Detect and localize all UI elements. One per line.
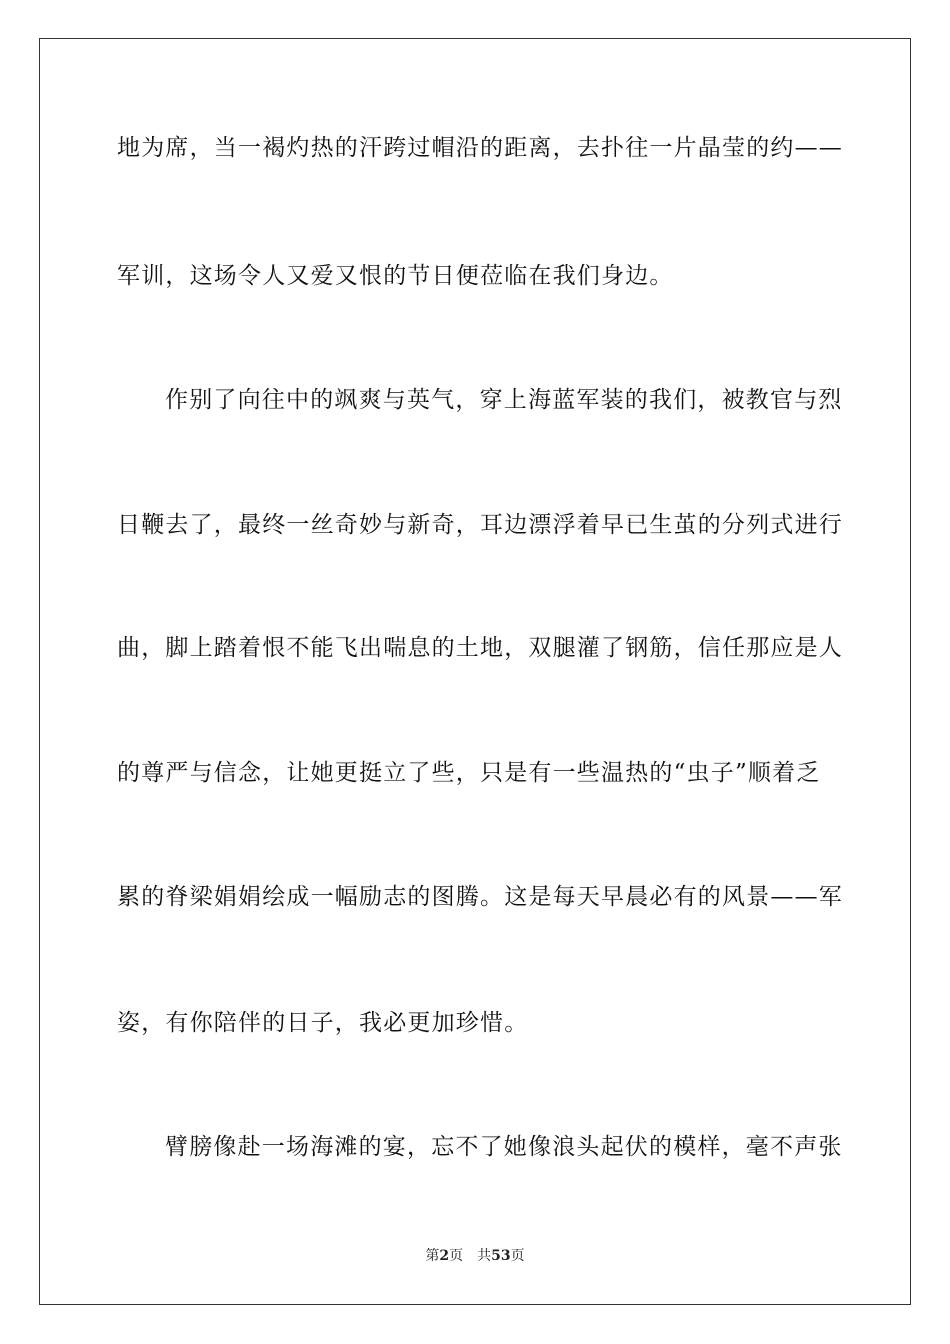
text-line-6: 的尊严与信念，让她更挺立了些，只是有一些温热的“虫子”顺着乏 xyxy=(117,760,821,786)
text-line-4: 日鞭去了，最终一丝奇妙与新奇，耳边漂浮着早已生茧的分列式进行 xyxy=(117,512,843,538)
text-line-3: 作别了向往中的飒爽与英气，穿上海蓝军装的我们，被教官与烈 xyxy=(165,387,843,413)
footer-total-pages: 53 xyxy=(491,1248,511,1264)
text-line-2: 军训，这场令人又爱又恨的节日便莅临在我们身边。 xyxy=(117,263,674,289)
footer-total-unit: 页 xyxy=(510,1248,525,1264)
text-line-5: 曲，脚上踏着恨不能飞出喘息的土地，双腿灌了钢筋，信任那应是人 xyxy=(117,635,843,661)
text-line-8: 姿，有你陪伴的日子，我必更加珍惜。 xyxy=(117,1010,529,1036)
text-line-1: 地为席，当一褐灼热的汗跨过帽沿的距离，去扑往一片晶莹的约—— xyxy=(117,135,843,161)
footer-page-unit: 页 xyxy=(449,1248,464,1264)
text-line-9: 臂膀像赴一场海滩的宴，忘不了她像浪头起伏的模样，毫不声张 xyxy=(165,1134,843,1160)
footer-page-prefix: 第 xyxy=(425,1248,440,1264)
footer-total-prefix: 共 xyxy=(477,1248,492,1264)
page-frame xyxy=(39,38,911,1305)
text-line-7: 累的脊梁娟娟绘成一幅励志的图腾。这是每天早晨必有的风景——军 xyxy=(117,884,843,910)
page-footer xyxy=(0,1247,950,1265)
footer-page-current: 2 xyxy=(439,1248,450,1264)
